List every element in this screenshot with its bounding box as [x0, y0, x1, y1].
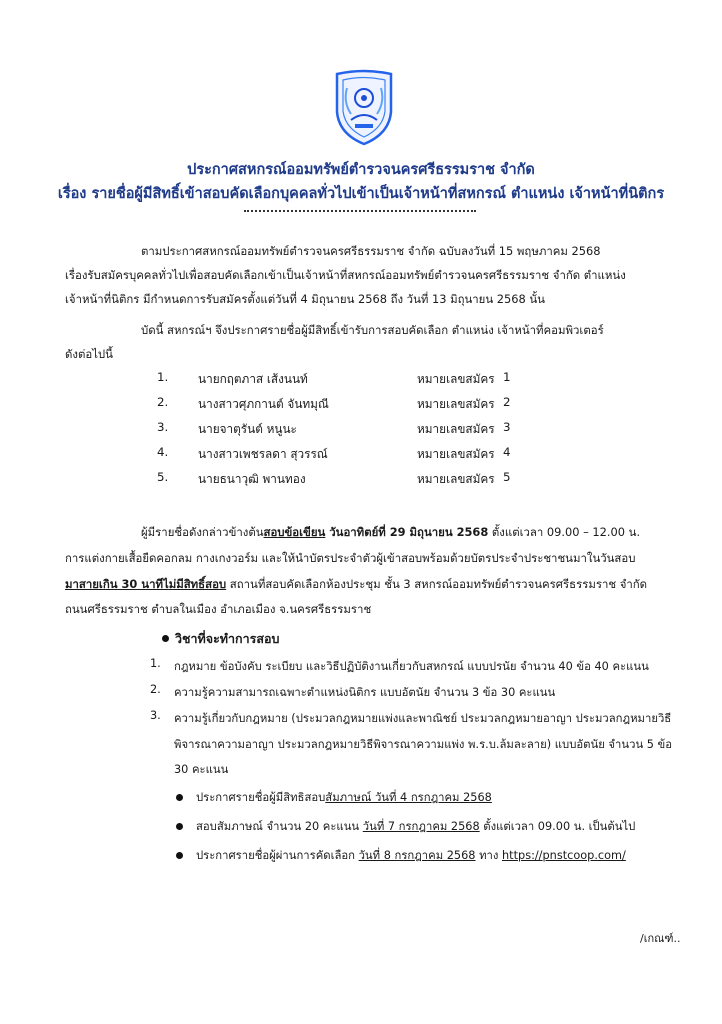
announcement-title: ประกาศสหกรณ์ออมทรัพย์ตำรวจนครศรีธรรมราช จำกัด [187, 162, 535, 178]
schedule-item-interview: สอบสัมภาษณ์ จำนวน 20 คะแนน วันที่ 7 กรกฎาคม 2568 ตั้งแต่เวลา 09.00 น. เป็นต้นไป [196, 820, 636, 833]
exam-date: วันอาทิตย์ที่ 29 มิถุนายน 2568 [325, 525, 489, 539]
application-number: 4 [503, 445, 511, 459]
applicant-number: 5. [157, 470, 169, 484]
exam-line-3: มาสายเกิน 30 นาทีไม่มีสิทธิ์สอบ สถานที่สอบคัดเลือกห้องประชุม ชั้น 3 สหกรณ์ออมทรัพย์ตำรวจนครศรีธรรมราช จำกัด [65, 577, 648, 591]
applicant-row [0, 370, 722, 390]
subject-item: ความรู้เกี่ยวกับกฎหมาย (ประมวลกฎหมายแพ่งและพาณิชย์ ประมวลกฎหมายอาญา ประมวลกฎหมายวิธี [174, 712, 672, 725]
bullet-icon [162, 635, 169, 642]
application-label: หมายเลขสมัคร [417, 372, 495, 386]
intro-line-1: ตามประกาศสหกรณ์ออมทรัพย์ตำรวจนครศรีธรรมราช จำกัด ฉบับลงวันที่ 15 พฤษภาคม 2568 [141, 244, 601, 258]
intro-line-4: บัดนี้ สหกรณ์ฯ จึงประกาศรายชื่อผู้มีสิทธิ์เข้ารับการสอบคัดเลือก ตำแหน่ง เจ้าหน้าที่คอมพิวเตอร์ [141, 323, 604, 337]
subject-number: 1. [150, 657, 161, 670]
schedule-item-interview-list: ประกาศรายชื่อผู้มีสิทธิสอบสัมภาษณ์ วันที่ 4 กรกฎาคม 2568 [196, 791, 492, 804]
application-number: 1 [503, 370, 511, 384]
intro-line-3: เจ้าหน้าที่นิติกร มีกำหนดการรับสมัครตั้งแต่วันที่ 4 มิถุนายน 2568 ถึง วันที่ 13 มิถุนายน 2568 นั้น [65, 292, 545, 306]
applicant-name: นางสาวเพชรลดา สุวรรณ์ [198, 447, 328, 461]
bullet-icon [176, 823, 183, 830]
applicant-row [0, 420, 722, 440]
subject-item: กฎหมาย ข้อบังคับ ระเบียบ และวิธีปฏิบัติงานเกี่ยวกับสหกรณ์ แบบปรนัย จำนวน 40 ข้อ 40 คะแนน [174, 660, 649, 673]
late-warning: มาสายเกิน 30 นาทีไม่มีสิทธิ์สอบ [65, 577, 227, 591]
subjects-heading: วิชาที่จะทำการสอบ [175, 631, 280, 646]
exam-line-2: การแต่งกายเสื้อยืดคอกลม กางเกงวอร์ม และให้นำบัตรประจำตัวผู้เข้าสอบพร้อมด้วยบัตรประจำประชาชนมาในวันสอบ [65, 551, 636, 565]
applicant-number: 3. [157, 420, 169, 434]
subject-number: 2. [150, 683, 161, 696]
application-label: หมายเลขสมัคร [417, 447, 495, 461]
announcement-subject: เรื่อง รายชื่อผู้มีสิทธิ์เข้าสอบคัดเลือกบุคคลทั่วไปเข้าเป็นเจ้าหน้าที่สหกรณ์ ตำแหน่ง เจ้าหน้าที่นิติกร [57, 186, 665, 202]
application-number: 3 [503, 420, 511, 434]
application-number: 5 [503, 470, 511, 484]
bullet-icon [176, 794, 183, 801]
subject-item-continued: พิจารณาความอาญา ประมวลกฎหมายวิธีพิจารณาความแพ่ง พ.ร.บ.ล้มละลาย) แบบอัตนัย จำนวน 5 ข้อ [174, 738, 673, 751]
applicant-row [0, 470, 722, 490]
application-label: หมายเลขสมัคร [417, 422, 495, 436]
bullet-icon [176, 852, 183, 859]
applicant-name: นายธนาวุฒิ พานทอง [198, 472, 306, 486]
written-exam-label: สอบข้อเขียน [263, 525, 326, 539]
applicant-number: 2. [157, 395, 169, 409]
subject-item-continued: 30 คะแนน [174, 763, 229, 776]
applicant-row [0, 445, 722, 465]
cooperative-logo [331, 66, 397, 148]
applicant-name: นางสาวศุภกานต์ จันทมุณี [198, 397, 329, 411]
applicant-number: 4. [157, 445, 169, 459]
subject-number: 3. [150, 709, 161, 722]
application-number: 2 [503, 395, 511, 409]
intro-line-2: เรื่องรับสมัครบุคคลทั่วไปเพื่อสอบคัดเลือกเข้าเป็นเจ้าหน้าที่สหกรณ์ออมทรัพย์ตำรวจนครศรีธรรมราช จำกัด ตำแหน่ง [65, 268, 626, 282]
continued-marker: /เกณฑ์.. [640, 932, 681, 945]
application-label: หมายเลขสมัคร [417, 472, 495, 486]
applicant-name: นายจาตุรันต์ หนูนะ [198, 422, 297, 436]
website-link[interactable]: https://pnstcoop.com/ [502, 849, 626, 862]
applicant-row [0, 395, 722, 415]
subject-item: ความรู้ความสามารถเฉพาะตำแหน่งนิติกร แบบอัตนัย จำนวน 3 ข้อ 30 คะแนน [174, 686, 556, 699]
exam-line-4: ถนนศรีธรรมราช ตำบลในเมือง อำเภอเมือง จ.นครศรีธรรมราช [65, 602, 372, 616]
intro-line-5: ดังต่อไปนี้ [65, 347, 113, 361]
application-label: หมายเลขสมัคร [417, 397, 495, 411]
applicant-name: นายกฤตภาส เส้งนนท์ [198, 372, 308, 386]
schedule-item-results: ประกาศรายชื่อผู้ผ่านการคัดเลือก วันที่ 8 กรกฎาคม 2568 ทาง https://pnstcoop.com/ [196, 849, 626, 862]
exam-line-1: ผู้มีรายชื่อดังกล่าวข้างต้นสอบข้อเขียน วันอาทิตย์ที่ 29 มิถุนายน 2568 ตั้งแต่เวลา 09.00 – 12.00 น. [141, 525, 641, 539]
applicant-number: 1. [157, 370, 169, 384]
dotted-divider [244, 210, 476, 212]
